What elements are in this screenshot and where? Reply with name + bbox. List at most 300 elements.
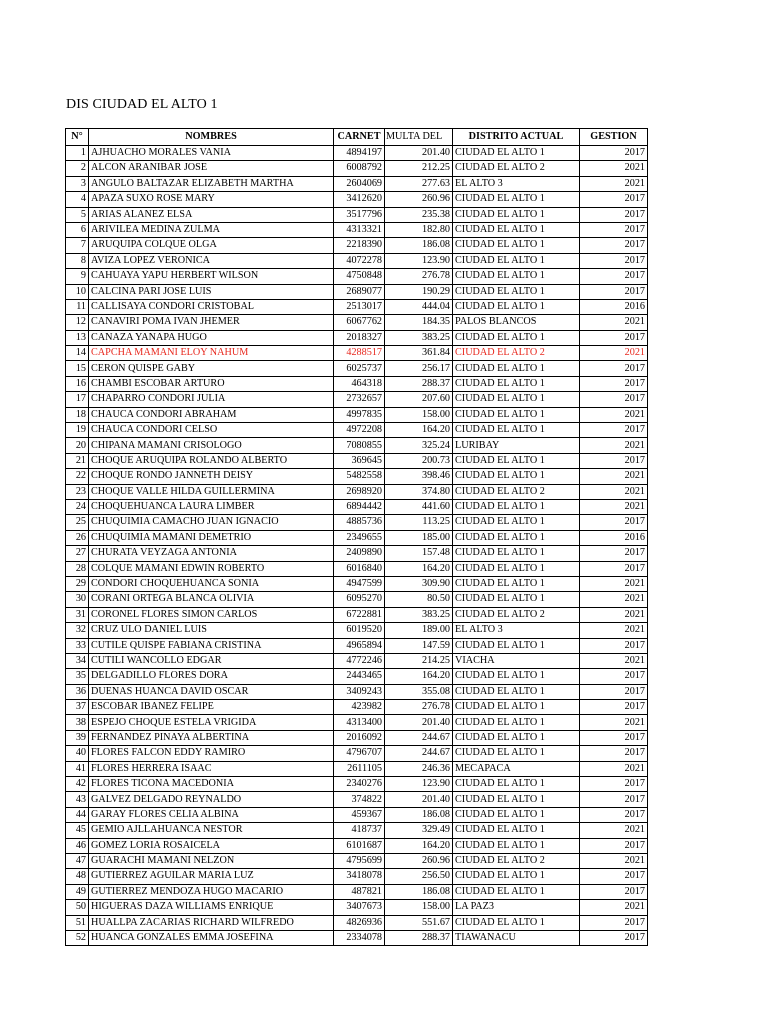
fine-amount: 383.25 bbox=[385, 330, 453, 345]
carnet-id: 2349655 bbox=[334, 530, 385, 545]
row-number: 41 bbox=[66, 761, 89, 776]
fine-amount: 207.60 bbox=[385, 392, 453, 407]
carnet-id: 464318 bbox=[334, 376, 385, 391]
row-number: 20 bbox=[66, 438, 89, 453]
row-number: 37 bbox=[66, 700, 89, 715]
person-name: AVIZA LOPEZ VERONICA bbox=[89, 253, 334, 268]
fine-amount: 441.60 bbox=[385, 499, 453, 514]
gestion-year: 2021 bbox=[580, 438, 648, 453]
carnet-id: 369645 bbox=[334, 453, 385, 468]
person-name: APAZA SUXO ROSE MARY bbox=[89, 192, 334, 207]
person-name: FERNANDEZ PINAYA ALBERTINA bbox=[89, 730, 334, 745]
current-district: CIUDAD EL ALTO 2 bbox=[453, 484, 580, 499]
fine-amount: 186.08 bbox=[385, 238, 453, 253]
gestion-year: 2021 bbox=[580, 161, 648, 176]
current-district: CIUDAD EL ALTO 1 bbox=[453, 700, 580, 715]
fine-amount: 185.00 bbox=[385, 530, 453, 545]
column-header-number: N° bbox=[66, 129, 89, 146]
fine-amount: 260.96 bbox=[385, 192, 453, 207]
person-name: GUTIERREZ AGUILAR MARIA LUZ bbox=[89, 869, 334, 884]
carnet-id: 4072278 bbox=[334, 253, 385, 268]
current-district: CIUDAD EL ALTO 1 bbox=[453, 453, 580, 468]
carnet-id: 5482558 bbox=[334, 469, 385, 484]
carnet-id: 459367 bbox=[334, 807, 385, 822]
carnet-id: 6016840 bbox=[334, 561, 385, 576]
person-name: CRUZ ULO DANIEL LUIS bbox=[89, 623, 334, 638]
fine-amount: 288.37 bbox=[385, 376, 453, 391]
person-name: CHOQUE RONDO JANNETH DEISY bbox=[89, 469, 334, 484]
fine-amount: 235.38 bbox=[385, 207, 453, 222]
carnet-id: 2689077 bbox=[334, 284, 385, 299]
fine-amount: 277.63 bbox=[385, 176, 453, 191]
table-row bbox=[66, 930, 648, 945]
current-district: TIAWANACU bbox=[453, 930, 580, 945]
table-row bbox=[66, 161, 648, 176]
person-name: GUARACHI MAMANI NELZON bbox=[89, 853, 334, 868]
row-number: 44 bbox=[66, 807, 89, 822]
gestion-year: 2017 bbox=[580, 376, 648, 391]
row-number: 8 bbox=[66, 253, 89, 268]
carnet-id: 3517796 bbox=[334, 207, 385, 222]
row-number: 9 bbox=[66, 269, 89, 284]
row-number: 25 bbox=[66, 515, 89, 530]
fine-amount: 200.73 bbox=[385, 453, 453, 468]
current-district: CIUDAD EL ALTO 1 bbox=[453, 592, 580, 607]
gestion-year: 2017 bbox=[580, 269, 648, 284]
table-row bbox=[66, 807, 648, 822]
table-row bbox=[66, 669, 648, 684]
fine-amount: 383.25 bbox=[385, 607, 453, 622]
current-district: EL ALTO 3 bbox=[453, 176, 580, 191]
gestion-year: 2017 bbox=[580, 684, 648, 699]
table-row bbox=[66, 638, 648, 653]
fine-amount: 184.35 bbox=[385, 315, 453, 330]
fine-amount: 201.40 bbox=[385, 146, 453, 161]
header-row bbox=[66, 129, 648, 146]
table-row bbox=[66, 561, 648, 576]
row-number: 39 bbox=[66, 730, 89, 745]
gestion-year: 2021 bbox=[580, 900, 648, 915]
person-name: CORANI ORTEGA BLANCA OLIVIA bbox=[89, 592, 334, 607]
gestion-year: 2017 bbox=[580, 838, 648, 853]
person-name: CHAMBI ESCOBAR ARTURO bbox=[89, 376, 334, 391]
fine-amount: 123.90 bbox=[385, 777, 453, 792]
column-header-multa: MULTA DEL bbox=[385, 129, 453, 146]
row-number: 7 bbox=[66, 238, 89, 253]
table-row bbox=[66, 207, 648, 222]
current-district: CIUDAD EL ALTO 1 bbox=[453, 915, 580, 930]
gestion-year: 2017 bbox=[580, 915, 648, 930]
current-district: PALOS BLANCOS bbox=[453, 315, 580, 330]
fine-amount: 244.67 bbox=[385, 746, 453, 761]
person-name: FLORES HERRERA ISAAC bbox=[89, 761, 334, 776]
fine-amount: 182.80 bbox=[385, 222, 453, 237]
carnet-id: 2018327 bbox=[334, 330, 385, 345]
current-district: CIUDAD EL ALTO 1 bbox=[453, 807, 580, 822]
fine-amount: 374.80 bbox=[385, 484, 453, 499]
table-row bbox=[66, 761, 648, 776]
table-row bbox=[66, 869, 648, 884]
carnet-id: 2340276 bbox=[334, 777, 385, 792]
person-name: CHOQUEHUANCA LAURA LIMBER bbox=[89, 499, 334, 514]
gestion-year: 2021 bbox=[580, 576, 648, 591]
row-number: 47 bbox=[66, 853, 89, 868]
current-district: CIUDAD EL ALTO 1 bbox=[453, 638, 580, 653]
current-district: CIUDAD EL ALTO 1 bbox=[453, 361, 580, 376]
current-district: CIUDAD EL ALTO 1 bbox=[453, 222, 580, 237]
table-row bbox=[66, 423, 648, 438]
carnet-id: 4313400 bbox=[334, 715, 385, 730]
fine-amount: 164.20 bbox=[385, 838, 453, 853]
current-district: CIUDAD EL ALTO 1 bbox=[453, 407, 580, 422]
gestion-year: 2017 bbox=[580, 792, 648, 807]
gestion-year: 2017 bbox=[580, 453, 648, 468]
person-name: CANAVIRI POMA IVAN JHEMER bbox=[89, 315, 334, 330]
table-row bbox=[66, 530, 648, 545]
carnet-id: 6025737 bbox=[334, 361, 385, 376]
current-district: LA PAZ3 bbox=[453, 900, 580, 915]
table-row bbox=[66, 792, 648, 807]
current-district: CIUDAD EL ALTO 1 bbox=[453, 792, 580, 807]
current-district: CIUDAD EL ALTO 1 bbox=[453, 669, 580, 684]
fine-amount: 212.25 bbox=[385, 161, 453, 176]
current-district: CIUDAD EL ALTO 1 bbox=[453, 823, 580, 838]
carnet-id: 2443465 bbox=[334, 669, 385, 684]
current-district: CIUDAD EL ALTO 1 bbox=[453, 423, 580, 438]
row-number: 35 bbox=[66, 669, 89, 684]
gestion-year: 2017 bbox=[580, 192, 648, 207]
carnet-id: 2732657 bbox=[334, 392, 385, 407]
carnet-id: 2611105 bbox=[334, 761, 385, 776]
row-number: 28 bbox=[66, 561, 89, 576]
person-name: GARAY FLORES CELIA ALBINA bbox=[89, 807, 334, 822]
carnet-id: 6101687 bbox=[334, 838, 385, 853]
fine-amount: 246.36 bbox=[385, 761, 453, 776]
row-number: 24 bbox=[66, 499, 89, 514]
person-name: DELGADILLO FLORES DORA bbox=[89, 669, 334, 684]
gestion-year: 2017 bbox=[580, 730, 648, 745]
current-district: CIUDAD EL ALTO 1 bbox=[453, 576, 580, 591]
row-number: 48 bbox=[66, 869, 89, 884]
table-row bbox=[66, 684, 648, 699]
gestion-year: 2017 bbox=[580, 884, 648, 899]
fine-amount: 164.20 bbox=[385, 423, 453, 438]
person-name: GEMIO AJLLAHUANCA NESTOR bbox=[89, 823, 334, 838]
person-name: GOMEZ LORIA ROSAICELA bbox=[89, 838, 334, 853]
row-number: 26 bbox=[66, 530, 89, 545]
fine-amount: 551.67 bbox=[385, 915, 453, 930]
table-row bbox=[66, 777, 648, 792]
current-district: EL ALTO 3 bbox=[453, 623, 580, 638]
person-name: ALCON ARANIBAR JOSE bbox=[89, 161, 334, 176]
table-row bbox=[66, 146, 648, 161]
person-name: CORONEL FLORES SIMON CARLOS bbox=[89, 607, 334, 622]
gestion-year: 2017 bbox=[580, 669, 648, 684]
carnet-id: 4997835 bbox=[334, 407, 385, 422]
table-row bbox=[66, 361, 648, 376]
fine-amount: 355.08 bbox=[385, 684, 453, 699]
table-row bbox=[66, 853, 648, 868]
table-row bbox=[66, 284, 648, 299]
fine-amount: 158.00 bbox=[385, 407, 453, 422]
carnet-id: 4313321 bbox=[334, 222, 385, 237]
current-district: LURIBAY bbox=[453, 438, 580, 453]
table-row bbox=[66, 315, 648, 330]
fine-amount: 201.40 bbox=[385, 715, 453, 730]
current-district: CIUDAD EL ALTO 2 bbox=[453, 346, 580, 361]
person-name: CUTILI WANCOLLO EDGAR bbox=[89, 653, 334, 668]
carnet-id: 4826936 bbox=[334, 915, 385, 930]
table-row bbox=[66, 730, 648, 745]
gestion-year: 2017 bbox=[580, 869, 648, 884]
person-name: ARIAS ALANEZ ELSA bbox=[89, 207, 334, 222]
table-row bbox=[66, 330, 648, 345]
fine-amount: 244.67 bbox=[385, 730, 453, 745]
current-district: CIUDAD EL ALTO 1 bbox=[453, 238, 580, 253]
row-number: 22 bbox=[66, 469, 89, 484]
person-name: ANGULO BALTAZAR ELIZABETH MARTHA bbox=[89, 176, 334, 191]
row-number: 17 bbox=[66, 392, 89, 407]
current-district: CIUDAD EL ALTO 1 bbox=[453, 869, 580, 884]
current-district: CIUDAD EL ALTO 1 bbox=[453, 515, 580, 530]
person-name: CALLISAYA CONDORI CRISTOBAL bbox=[89, 299, 334, 314]
table-header bbox=[66, 129, 648, 146]
person-name: DUENAS HUANCA DAVID OSCAR bbox=[89, 684, 334, 699]
gestion-year: 2017 bbox=[580, 515, 648, 530]
row-number: 2 bbox=[66, 161, 89, 176]
row-number: 31 bbox=[66, 607, 89, 622]
carnet-id: 6095270 bbox=[334, 592, 385, 607]
person-name: ESPEJO CHOQUE ESTELA VRIGIDA bbox=[89, 715, 334, 730]
current-district: CIUDAD EL ALTO 2 bbox=[453, 853, 580, 868]
carnet-id: 2409890 bbox=[334, 546, 385, 561]
column-header-carnet: CARNET bbox=[334, 129, 385, 146]
row-number: 29 bbox=[66, 576, 89, 591]
person-name: ESCOBAR IBANEZ FELIPE bbox=[89, 700, 334, 715]
row-number: 16 bbox=[66, 376, 89, 391]
table-row bbox=[66, 915, 648, 930]
fine-amount: 157.48 bbox=[385, 546, 453, 561]
person-name: HIGUERAS DAZA WILLIAMS ENRIQUE bbox=[89, 900, 334, 915]
carnet-id: 4972208 bbox=[334, 423, 385, 438]
gestion-year: 2021 bbox=[580, 315, 648, 330]
gestion-year: 2021 bbox=[580, 176, 648, 191]
person-name: CAHUAYA YAPU HERBERT WILSON bbox=[89, 269, 334, 284]
current-district: CIUDAD EL ALTO 1 bbox=[453, 684, 580, 699]
table-row bbox=[66, 299, 648, 314]
row-number: 10 bbox=[66, 284, 89, 299]
fine-amount: 147.59 bbox=[385, 638, 453, 653]
person-name: CHOQUE ARUQUIPA ROLANDO ALBERTO bbox=[89, 453, 334, 468]
gestion-year: 2021 bbox=[580, 607, 648, 622]
gestion-year: 2017 bbox=[580, 700, 648, 715]
carnet-id: 4288517 bbox=[334, 346, 385, 361]
person-name: FLORES TICONA MACEDONIA bbox=[89, 777, 334, 792]
gestion-year: 2017 bbox=[580, 807, 648, 822]
row-number: 43 bbox=[66, 792, 89, 807]
carnet-id: 2513017 bbox=[334, 299, 385, 314]
row-number: 1 bbox=[66, 146, 89, 161]
table-row bbox=[66, 592, 648, 607]
table-row bbox=[66, 376, 648, 391]
current-district: CIUDAD EL ALTO 1 bbox=[453, 253, 580, 268]
row-number: 42 bbox=[66, 777, 89, 792]
carnet-id: 6722881 bbox=[334, 607, 385, 622]
fine-amount: 329.49 bbox=[385, 823, 453, 838]
table-row bbox=[66, 823, 648, 838]
current-district: CIUDAD EL ALTO 2 bbox=[453, 161, 580, 176]
person-name: CHAUCA CONDORI ABRAHAM bbox=[89, 407, 334, 422]
carnet-id: 3418078 bbox=[334, 869, 385, 884]
gestion-year: 2017 bbox=[580, 746, 648, 761]
fine-amount: 201.40 bbox=[385, 792, 453, 807]
row-number: 23 bbox=[66, 484, 89, 499]
current-district: CIUDAD EL ALTO 1 bbox=[453, 469, 580, 484]
current-district: CIUDAD EL ALTO 1 bbox=[453, 192, 580, 207]
page-title: DIS CIUDAD EL ALTO 1 bbox=[66, 97, 218, 112]
fine-amount: 123.90 bbox=[385, 253, 453, 268]
fine-amount: 190.29 bbox=[385, 284, 453, 299]
current-district: CIUDAD EL ALTO 1 bbox=[453, 269, 580, 284]
row-number: 6 bbox=[66, 222, 89, 237]
row-number: 34 bbox=[66, 653, 89, 668]
gestion-year: 2017 bbox=[580, 222, 648, 237]
current-district: CIUDAD EL ALTO 1 bbox=[453, 715, 580, 730]
carnet-id: 2016092 bbox=[334, 730, 385, 745]
carnet-id: 4750848 bbox=[334, 269, 385, 284]
person-name: CUTILE QUISPE FABIANA CRISTINA bbox=[89, 638, 334, 653]
gestion-year: 2017 bbox=[580, 777, 648, 792]
gestion-year: 2021 bbox=[580, 484, 648, 499]
gestion-year: 2016 bbox=[580, 299, 648, 314]
gestion-year: 2021 bbox=[580, 499, 648, 514]
current-district: CIUDAD EL ALTO 1 bbox=[453, 777, 580, 792]
row-number: 36 bbox=[66, 684, 89, 699]
person-name: CHIPANA MAMANI CRISOLOGO bbox=[89, 438, 334, 453]
gestion-year: 2017 bbox=[580, 930, 648, 945]
person-name: COLQUE MAMANI EDWIN ROBERTO bbox=[89, 561, 334, 576]
current-district: CIUDAD EL ALTO 1 bbox=[453, 530, 580, 545]
carnet-id: 3412620 bbox=[334, 192, 385, 207]
current-district: CIUDAD EL ALTO 1 bbox=[453, 746, 580, 761]
row-number: 45 bbox=[66, 823, 89, 838]
row-number: 27 bbox=[66, 546, 89, 561]
row-number: 40 bbox=[66, 746, 89, 761]
person-name: CONDORI CHOQUEHUANCA SONIA bbox=[89, 576, 334, 591]
gestion-year: 2021 bbox=[580, 623, 648, 638]
gestion-year: 2021 bbox=[580, 823, 648, 838]
row-number: 4 bbox=[66, 192, 89, 207]
carnet-id: 6067762 bbox=[334, 315, 385, 330]
carnet-id: 4965894 bbox=[334, 638, 385, 653]
fine-amount: 260.96 bbox=[385, 853, 453, 868]
column-header-names: NOMBRES bbox=[89, 129, 334, 146]
table-row bbox=[66, 222, 648, 237]
row-number: 33 bbox=[66, 638, 89, 653]
gestion-year: 2017 bbox=[580, 284, 648, 299]
fine-amount: 325.24 bbox=[385, 438, 453, 453]
carnet-id: 6894442 bbox=[334, 499, 385, 514]
table-row bbox=[66, 838, 648, 853]
table-row bbox=[66, 900, 648, 915]
person-name: AJHUACHO MORALES VANIA bbox=[89, 146, 334, 161]
fine-amount: 309.90 bbox=[385, 576, 453, 591]
table-row bbox=[66, 484, 648, 499]
table-row bbox=[66, 746, 648, 761]
fine-amount: 186.08 bbox=[385, 807, 453, 822]
fine-amount: 256.50 bbox=[385, 869, 453, 884]
table-row bbox=[66, 499, 648, 514]
current-district: CIUDAD EL ALTO 1 bbox=[453, 730, 580, 745]
fine-amount: 444.04 bbox=[385, 299, 453, 314]
table-row bbox=[66, 715, 648, 730]
person-name: ARUQUIPA COLQUE OLGA bbox=[89, 238, 334, 253]
current-district: CIUDAD EL ALTO 1 bbox=[453, 207, 580, 222]
current-district: CIUDAD EL ALTO 1 bbox=[453, 376, 580, 391]
table-row bbox=[66, 192, 648, 207]
row-number: 49 bbox=[66, 884, 89, 899]
carnet-id: 423982 bbox=[334, 700, 385, 715]
table-row bbox=[66, 515, 648, 530]
row-number: 30 bbox=[66, 592, 89, 607]
table-row bbox=[66, 607, 648, 622]
column-header-gestion: GESTION bbox=[580, 129, 648, 146]
row-number: 38 bbox=[66, 715, 89, 730]
fine-amount: 361.84 bbox=[385, 346, 453, 361]
table-row bbox=[66, 269, 648, 284]
carnet-id: 374822 bbox=[334, 792, 385, 807]
person-name: ARIVILEA MEDINA ZULMA bbox=[89, 222, 334, 237]
fine-amount: 276.78 bbox=[385, 269, 453, 284]
carnet-id: 2604069 bbox=[334, 176, 385, 191]
current-district: CIUDAD EL ALTO 1 bbox=[453, 299, 580, 314]
current-district: CIUDAD EL ALTO 1 bbox=[453, 499, 580, 514]
current-district: CIUDAD EL ALTO 1 bbox=[453, 561, 580, 576]
person-name: CHAUCA CONDORI CELSO bbox=[89, 423, 334, 438]
current-district: CIUDAD EL ALTO 1 bbox=[453, 284, 580, 299]
current-district: CIUDAD EL ALTO 1 bbox=[453, 884, 580, 899]
current-district: CIUDAD EL ALTO 1 bbox=[453, 546, 580, 561]
gestion-year: 2017 bbox=[580, 423, 648, 438]
current-district: MECAPACA bbox=[453, 761, 580, 776]
table-row bbox=[66, 884, 648, 899]
table-row bbox=[66, 238, 648, 253]
fine-amount: 256.17 bbox=[385, 361, 453, 376]
person-name: CALCINA PARI JOSE LUIS bbox=[89, 284, 334, 299]
carnet-id: 4772246 bbox=[334, 653, 385, 668]
gestion-year: 2021 bbox=[580, 407, 648, 422]
gestion-year: 2021 bbox=[580, 761, 648, 776]
table-row bbox=[66, 623, 648, 638]
current-district: CIUDAD EL ALTO 1 bbox=[453, 330, 580, 345]
current-district: CIUDAD EL ALTO 2 bbox=[453, 607, 580, 622]
fine-amount: 80.50 bbox=[385, 592, 453, 607]
gestion-year: 2017 bbox=[580, 238, 648, 253]
fine-amount: 189.00 bbox=[385, 623, 453, 638]
gestion-year: 2017 bbox=[580, 392, 648, 407]
carnet-id: 3409243 bbox=[334, 684, 385, 699]
row-number: 32 bbox=[66, 623, 89, 638]
fine-amount: 186.08 bbox=[385, 884, 453, 899]
fine-amount: 164.20 bbox=[385, 561, 453, 576]
carnet-id: 2218390 bbox=[334, 238, 385, 253]
person-name: CANAZA YANAPA HUGO bbox=[89, 330, 334, 345]
carnet-id: 4885736 bbox=[334, 515, 385, 530]
carnet-id: 7080855 bbox=[334, 438, 385, 453]
row-number: 21 bbox=[66, 453, 89, 468]
gestion-year: 2017 bbox=[580, 546, 648, 561]
table-row bbox=[66, 700, 648, 715]
